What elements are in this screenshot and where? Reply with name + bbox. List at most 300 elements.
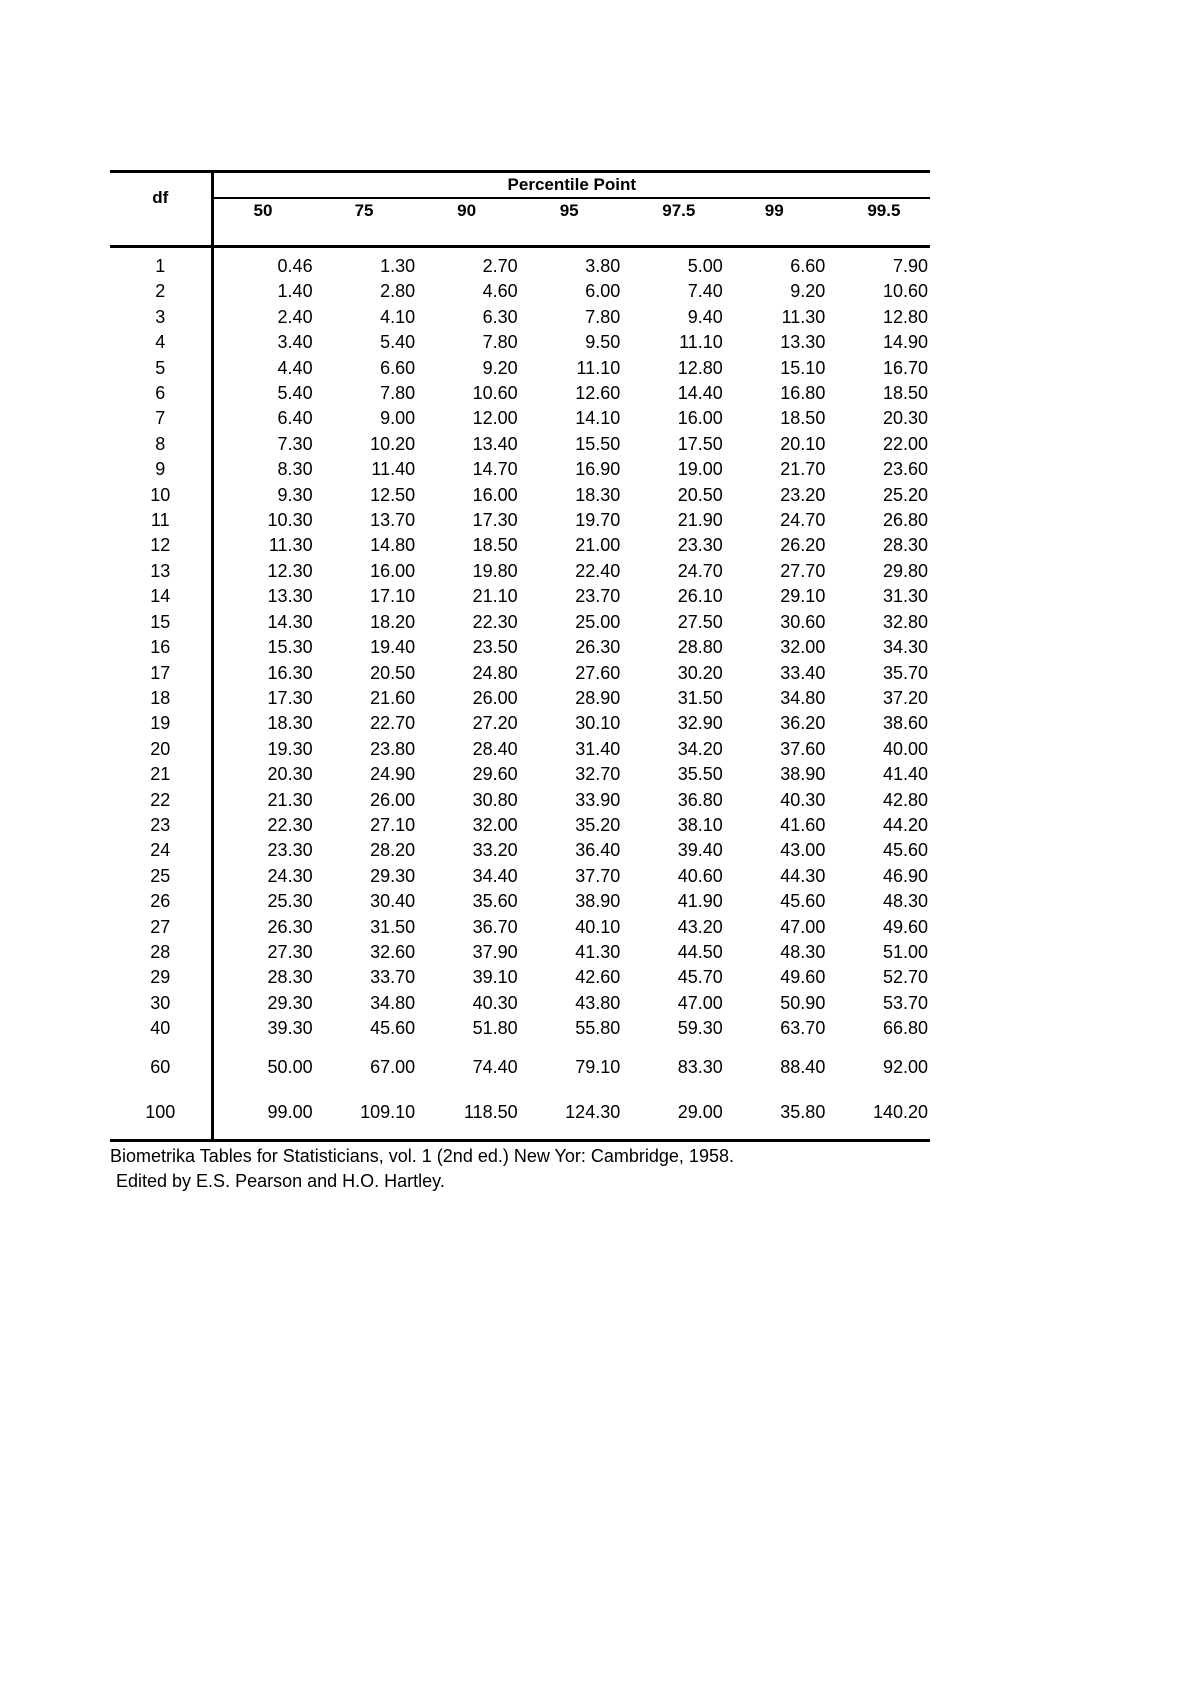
value-cell: 21.00 [575,535,621,556]
value-cell: 19.00 [677,459,723,480]
df-cell: 3 [110,305,212,330]
value-cell: 22.30 [472,611,518,632]
value-cell: 16.30 [267,662,313,683]
df-cell: 19 [110,711,212,736]
value-cell: 23.60 [882,459,928,480]
table-row [110,457,930,482]
value-cell: 23.80 [370,738,416,759]
rule-cell [212,247,930,255]
value-cell: 3.40 [277,332,313,353]
value-cell: 109.10 [360,1101,416,1122]
value-cell: 99.00 [267,1101,313,1122]
source-line-1: Biometrika Tables for Statisticians, vol. 1 (2nd ed.) New Yor: Cambridge, 1958. [110,1145,734,1166]
value-cell: 35.80 [780,1101,826,1122]
value-cell: 32.90 [677,713,723,734]
value-cell: 21.60 [370,687,416,708]
value-cell: 2.80 [380,281,416,302]
value-cell: 22.00 [882,433,928,454]
value-cell: 35.20 [575,814,621,835]
value-cell: 35.50 [677,764,723,785]
value-cell: 21.90 [677,510,723,531]
value-cell: 11.10 [576,357,621,378]
value-cell: 1.30 [380,256,416,276]
value-cell: 22.40 [575,560,621,581]
value-cell: 36.70 [472,916,518,937]
value-cell: 24.70 [780,510,826,531]
percentile-point-header: Percentile Point [212,172,930,199]
df-cell: 17 [110,661,212,686]
value-cell: 40.30 [472,992,518,1013]
value-cell: 2.70 [482,256,518,276]
value-cell: 27.50 [677,611,723,632]
value-cell: 24.70 [677,560,723,581]
value-cell: 4.60 [482,281,518,302]
df-cell: 2 [110,279,212,304]
value-cell: 40.30 [780,789,826,810]
value-cell: 14.90 [882,332,928,353]
value-cell: 31.40 [575,738,621,759]
percentile-header: 75 [354,201,374,220]
value-cell: 29.80 [882,560,928,581]
value-cell: 32.00 [472,814,518,835]
value-cell: 28.90 [575,687,621,708]
value-cell: 32.60 [370,941,416,962]
df-cell: 12 [110,533,212,558]
value-cell: 11.30 [268,535,313,556]
df-cell: 6 [110,381,212,406]
value-cell: 24.80 [472,662,518,683]
df-cell: 29 [110,965,212,990]
table-row [110,1016,930,1041]
value-cell: 13.30 [267,586,313,607]
table-row [110,711,930,736]
value-cell: 14.40 [677,383,723,404]
value-cell: 29.10 [780,586,826,607]
value-cell: 17.30 [267,687,313,708]
value-cell: 12.30 [267,560,313,581]
value-cell: 46.90 [882,865,928,886]
value-cell: 74.40 [472,1056,518,1077]
value-cell: 28.40 [472,738,518,759]
value-cell: 44.30 [780,865,826,886]
value-cell: 29.30 [370,865,416,886]
value-cell: 36.20 [780,713,826,734]
value-cell: 37.90 [472,941,518,962]
df-cell: 28 [110,940,212,965]
value-cell: 29.00 [677,1101,723,1122]
value-cell: 15.50 [575,433,621,454]
value-cell: 4.10 [380,306,416,327]
df-cell: 23 [110,813,212,838]
value-cell: 13.30 [780,332,826,353]
value-cell: 16.90 [575,459,621,480]
percentile-header: 99 [764,201,784,220]
value-cell: 45.60 [882,840,928,861]
percentile-header: 97.5 [662,201,696,220]
value-cell: 40.00 [882,738,928,759]
df-cell: 60 [110,1042,212,1092]
value-cell: 18.50 [882,383,928,404]
value-cell: 17.30 [472,510,518,531]
df-cell: 11 [110,508,212,533]
table-row [110,661,930,686]
value-cell: 38.90 [780,764,826,785]
df-cell: 24 [110,838,212,863]
source-citation [110,1144,930,1194]
value-cell: 37.60 [780,738,826,759]
value-cell: 9.20 [482,357,518,378]
value-cell: 59.30 [677,1018,723,1039]
value-cell: 6.40 [277,408,313,429]
value-cell: 10.60 [882,281,928,302]
value-cell: 37.20 [882,687,928,708]
value-cell: 34.20 [677,738,723,759]
value-cell: 25.00 [575,611,621,632]
value-cell: 27.30 [267,941,313,962]
value-cell: 19.70 [575,510,621,531]
value-cell: 34.40 [472,865,518,886]
value-cell: 18.30 [575,484,621,505]
value-cell: 140.20 [872,1101,928,1122]
df-cell: 10 [110,483,212,508]
value-cell: 50.90 [780,992,826,1013]
value-cell: 21.10 [472,586,518,607]
df-cell: 22 [110,788,212,813]
value-cell: 9.20 [790,281,826,302]
table-row [110,330,930,355]
percentile-table [110,170,930,1142]
value-cell: 17.10 [370,586,416,607]
value-cell: 63.70 [780,1018,826,1039]
df-cell: 25 [110,864,212,889]
df-cell: 18 [110,686,212,711]
table-row [110,838,930,863]
value-cell: 41.30 [575,941,621,962]
value-cell: 18.50 [472,535,518,556]
value-cell: 21.70 [780,459,826,480]
value-cell: 6.60 [380,357,416,378]
table-row [110,508,930,533]
value-cell: 18.20 [370,611,416,632]
value-cell: 39.10 [472,967,518,988]
value-cell: 28.80 [677,637,723,658]
table-row [110,991,930,1016]
df-cell: 30 [110,991,212,1016]
value-cell: 19.80 [472,560,518,581]
value-cell: 53.70 [882,992,928,1013]
value-cell: 9.00 [380,408,416,429]
value-cell: 19.30 [267,738,313,759]
value-cell: 9.40 [687,306,723,327]
table-row [110,915,930,940]
value-cell: 51.80 [472,1018,518,1039]
df-cell: 21 [110,762,212,787]
value-cell: 118.50 [463,1101,518,1122]
spacer-cell [212,223,930,247]
value-cell: 47.00 [677,992,723,1013]
value-cell: 39.30 [267,1018,313,1039]
value-cell: 23.30 [677,535,723,556]
value-cell: 30.10 [575,713,621,734]
value-cell: 7.90 [892,256,928,276]
value-cell: 33.70 [370,967,416,988]
bottom-rule [110,1140,930,1142]
value-cell: 17.50 [677,433,723,454]
value-cell: 7.80 [380,383,416,404]
value-cell: 30.80 [472,789,518,810]
table-row [110,737,930,762]
value-cell: 4.40 [277,357,313,378]
value-cell: 27.10 [370,814,416,835]
percentile-header: 90 [457,201,477,220]
table-row [110,788,930,813]
df-cell: 26 [110,889,212,914]
value-cell: 15.10 [780,357,826,378]
table-row [110,635,930,660]
value-cell: 12.50 [370,484,416,505]
value-cell: 33.40 [780,662,826,683]
value-cell: 16.00 [370,560,416,581]
df-cell: 100 [110,1092,212,1141]
value-cell: 47.00 [780,916,826,937]
df-cell: 7 [110,406,212,431]
header-row-percentiles [110,198,930,223]
value-cell: 29.60 [472,764,518,785]
value-cell: 27.20 [472,713,518,734]
value-cell: 41.90 [677,891,723,912]
table-row [110,279,930,304]
value-cell: 30.40 [370,891,416,912]
rule-cell [110,1140,930,1142]
value-cell: 12.00 [472,408,518,429]
percentile-table-document [110,170,930,1194]
value-cell: 30.20 [677,662,723,683]
df-column-header: df [110,172,212,224]
spacer-cell [110,223,212,247]
source-line-2: Edited by E.S. Pearson and H.O. Hartley. [116,1170,445,1191]
value-cell: 10.30 [267,510,313,531]
value-cell: 16.00 [472,484,518,505]
value-cell: 9.30 [277,484,313,505]
df-cell: 14 [110,584,212,609]
value-cell: 50.00 [267,1056,313,1077]
df-cell: 15 [110,610,212,635]
value-cell: 38.60 [882,713,928,734]
value-cell: 5.40 [277,383,313,404]
value-cell: 35.70 [882,662,928,683]
percentile-header: 99.5 [867,201,901,220]
value-cell: 28.30 [267,967,313,988]
df-cell: 27 [110,915,212,940]
value-cell: 34.30 [882,637,928,658]
value-cell: 32.70 [575,764,621,785]
value-cell: 14.70 [472,459,518,480]
table-row [110,940,930,965]
df-cell: 8 [110,432,212,457]
value-cell: 25.30 [267,891,313,912]
df-cell: 4 [110,330,212,355]
value-cell: 12.80 [882,306,928,327]
value-cell: 79.10 [575,1056,621,1077]
value-cell: 45.60 [370,1018,416,1039]
value-cell: 36.40 [575,840,621,861]
table-row [110,889,930,914]
percentile-header: 50 [253,201,273,220]
df-cell: 13 [110,559,212,584]
value-cell: 23.30 [267,840,313,861]
table-row [110,381,930,406]
value-cell: 8.30 [277,459,313,480]
value-cell: 41.40 [882,764,928,785]
value-cell: 67.00 [370,1056,416,1077]
table-row [110,533,930,558]
df-cell: 1 [110,254,212,279]
value-cell: 26.30 [575,637,621,658]
value-cell: 26.00 [472,687,518,708]
df-cell: 20 [110,737,212,762]
value-cell: 43.00 [780,840,826,861]
value-cell: 11.10 [679,332,723,353]
table-row [110,432,930,457]
table-row [110,305,930,330]
df-cell: 9 [110,457,212,482]
value-cell: 20.30 [267,764,313,785]
percentile-header: 95 [559,201,579,220]
value-cell: 22.30 [267,814,313,835]
table-row [110,965,930,990]
value-cell: 2.40 [277,306,313,327]
value-cell: 26.20 [780,535,826,556]
value-cell: 92.00 [882,1056,928,1077]
value-cell: 49.60 [882,916,928,937]
df-cell: 5 [110,356,212,381]
value-cell: 45.60 [780,891,826,912]
table-row [110,483,930,508]
value-cell: 33.90 [575,789,621,810]
value-cell: 28.20 [370,840,416,861]
value-cell: 13.40 [472,433,518,454]
value-cell: 26.10 [677,586,723,607]
value-cell: 18.30 [267,713,313,734]
value-cell: 9.50 [585,332,621,353]
value-cell: 38.10 [677,814,723,835]
value-cell: 31.50 [677,687,723,708]
value-cell: 43.20 [677,916,723,937]
value-cell: 24.90 [370,764,416,785]
value-cell: 6.00 [585,281,621,302]
value-cell: 20.50 [370,662,416,683]
rule-cell [110,247,212,255]
value-cell: 6.60 [790,256,826,276]
value-cell: 26.00 [370,789,416,810]
value-cell: 3.80 [585,256,621,276]
table-row [110,813,930,838]
value-cell: 28.30 [882,535,928,556]
header-row-group [110,172,930,199]
value-cell: 7.80 [482,332,518,353]
value-cell: 15.30 [267,637,313,658]
value-cell: 27.60 [575,662,621,683]
value-cell: 29.30 [267,992,313,1013]
value-cell: 34.80 [780,687,826,708]
value-cell: 36.80 [677,789,723,810]
value-cell: 38.90 [575,891,621,912]
value-cell: 5.40 [380,332,416,353]
table-row [110,610,930,635]
value-cell: 16.00 [677,408,723,429]
df-cell: 40 [110,1016,212,1041]
value-cell: 32.80 [882,611,928,632]
value-cell: 16.80 [780,383,826,404]
value-cell: 20.50 [677,484,723,505]
value-cell: 1.40 [277,281,313,302]
value-cell: 55.80 [575,1018,621,1039]
value-cell: 10.20 [370,433,416,454]
value-cell: 45.70 [677,967,723,988]
value-cell: 32.00 [780,637,826,658]
value-cell: 41.60 [780,814,826,835]
value-cell: 7.80 [585,306,621,327]
value-cell: 11.30 [781,306,826,327]
df-cell: 16 [110,635,212,660]
value-cell: 43.80 [575,992,621,1013]
header-spacer [110,223,930,247]
value-cell: 23.20 [780,484,826,505]
value-cell: 23.50 [472,637,518,658]
value-cell: 34.80 [370,992,416,1013]
value-cell: 10.60 [472,383,518,404]
value-cell: 12.60 [575,383,621,404]
value-cell: 14.80 [370,535,416,556]
value-cell: 48.30 [780,941,826,962]
value-cell: 0.46 [277,256,313,276]
value-cell: 7.30 [277,433,313,454]
value-cell: 66.80 [882,1018,928,1039]
value-cell: 5.00 [687,256,723,276]
table-row [110,254,930,279]
value-cell: 48.30 [882,891,928,912]
value-cell: 35.60 [472,891,518,912]
value-cell: 40.10 [575,916,621,937]
value-cell: 18.50 [780,408,826,429]
value-cell: 12.80 [677,357,723,378]
value-cell: 39.40 [677,840,723,861]
table-row [110,406,930,431]
table-row [110,864,930,889]
value-cell: 40.60 [677,865,723,886]
value-cell: 44.50 [677,941,723,962]
value-cell: 37.70 [575,865,621,886]
value-cell: 31.30 [882,586,928,607]
table-row [110,1042,930,1092]
table-body [110,254,930,1140]
value-cell: 13.70 [370,510,416,531]
value-cell: 52.70 [882,967,928,988]
value-cell: 51.00 [882,941,928,962]
table-row [110,559,930,584]
value-cell: 42.80 [882,789,928,810]
value-cell: 11.40 [371,459,416,480]
value-cell: 31.50 [370,916,416,937]
table-row [110,686,930,711]
value-cell: 21.30 [267,789,313,810]
value-cell: 7.40 [687,281,723,302]
value-cell: 24.30 [267,865,313,886]
value-cell: 30.60 [780,611,826,632]
value-cell: 20.30 [882,408,928,429]
value-cell: 26.30 [267,916,313,937]
value-cell: 16.70 [882,357,928,378]
